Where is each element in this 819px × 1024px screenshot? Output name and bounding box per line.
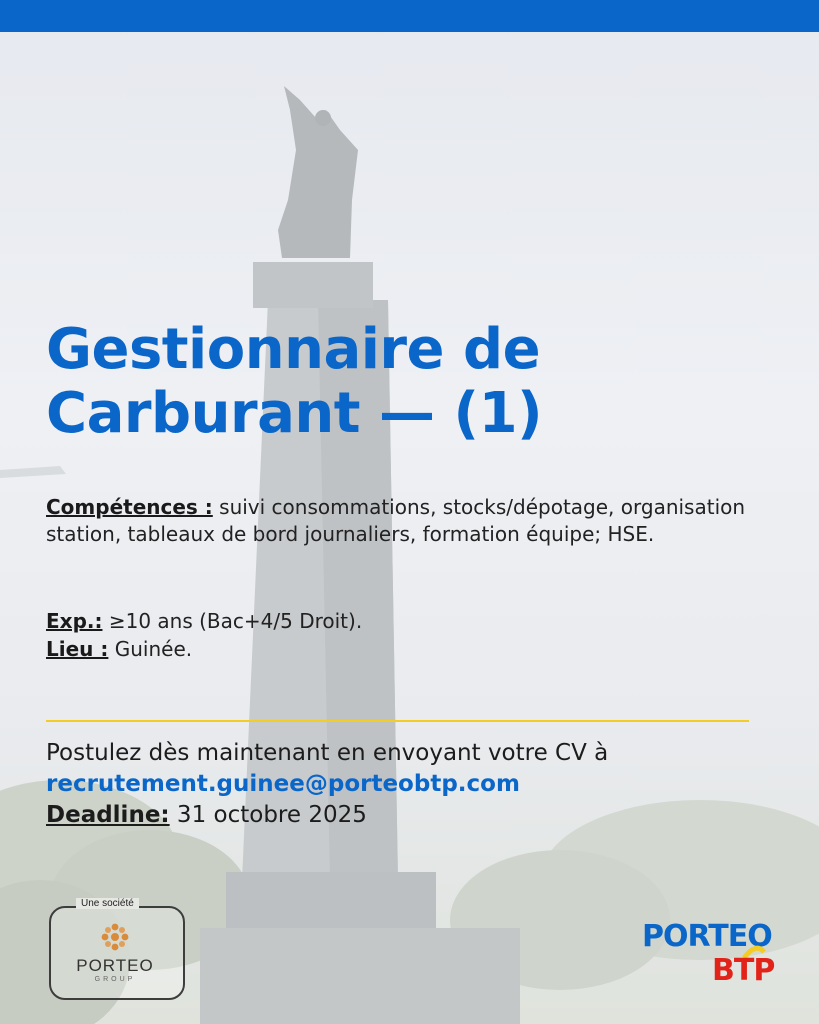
porteo-group-logo: [49, 906, 185, 1000]
porteo-btp-logo: [640, 912, 780, 984]
top-accent-bar: [0, 0, 819, 32]
group-subtitle: GROUP: [94, 976, 136, 983]
email-link[interactable]: recrutement.guinee@porteobtp.com: [46, 771, 520, 797]
skills-paragraph: [46, 494, 766, 548]
group-name: PORTEO: [76, 956, 154, 975]
skills-text: suivi consommations, stocks/dépotage, organisation station, tableaux de bord journaliers, formation équipe; HSE.: [46, 495, 746, 546]
location-text: Guinée.: [108, 637, 193, 661]
location-line: [46, 636, 766, 663]
deadline-date: 31 octobre 2025: [169, 802, 367, 828]
btp-logo-line1: PORTEO: [642, 919, 772, 954]
skills-label: Compétences :: [46, 495, 213, 519]
job-title: Gestionnaire de Carburant — (1): [46, 317, 543, 446]
experience-text: ≥10 ans (Bac+4/5 Droit).: [102, 609, 363, 633]
deadline-label: Deadline:: [46, 802, 170, 828]
porteo-flower-icon: [100, 922, 130, 952]
deadline-line: [46, 800, 786, 831]
btp-logo-line2: BTP: [712, 953, 775, 984]
apply-block: [46, 738, 786, 831]
experience-label: Exp.:: [46, 609, 103, 633]
apply-text: Postulez dès maintenant en envoyant votre CV à: [46, 740, 609, 766]
yellow-divider: [46, 720, 749, 722]
experience-line: [46, 608, 766, 635]
location-label: Lieu :: [46, 637, 109, 661]
group-tagline: Une société: [76, 898, 139, 909]
